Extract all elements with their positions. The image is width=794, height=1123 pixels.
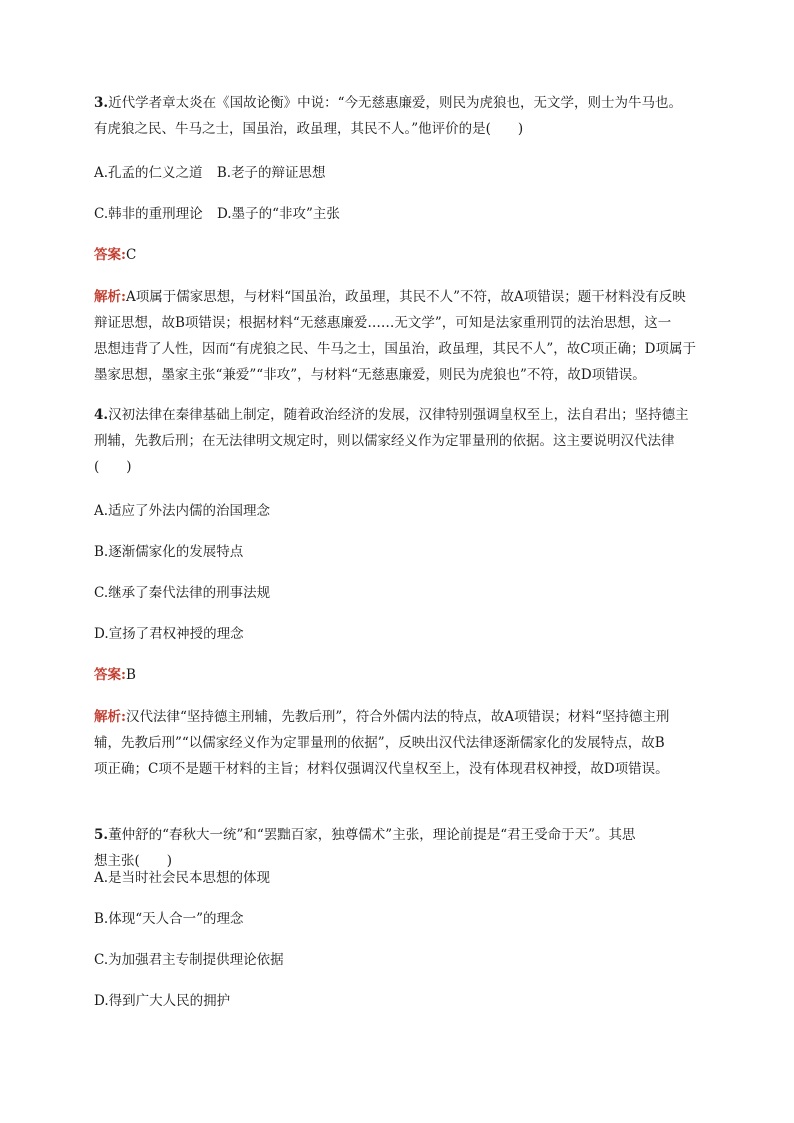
option-label: B.: [216, 165, 232, 181]
question-5-option-d: [94, 988, 704, 1014]
analysis-tag: 解析:: [94, 289, 126, 305]
option-label: B.: [94, 544, 109, 560]
stem-text: 汉初法律在秦律基础上制定，随着政治经济的发展，汉律特别强调皇权至上，法自君出；坚持德主: [108, 407, 689, 423]
question-number: 3.: [94, 95, 109, 111]
analysis-text: 项正确；C项不是题干材料的主旨；材料仅强调汉代皇权至上，没有体现君权神授，故D项错误。: [94, 761, 669, 777]
question-number: 4.: [94, 407, 109, 423]
question-5-option-b: [94, 906, 704, 932]
option-label: C.: [94, 952, 109, 968]
question-4-stem: [94, 402, 704, 480]
analysis-text: 思想违背了人性，因而“有虎狼之民、牛马之士，国虽治，政虽理，其民不人”，故C项正确；D项属于: [94, 341, 696, 357]
analysis-text: 汉代法律“坚持德主刑辅，先教后刑”，符合外儒内法的特点，故A项错误；材料“坚持德主刑: [125, 709, 670, 725]
stem-text: 有虎狼之民、牛马之士，国虽治，政虽理，其民不人。”他评价的是( ): [94, 121, 524, 137]
option-label: A.: [94, 870, 109, 886]
question-4-option-a: [94, 498, 704, 524]
question-4-option-b: [94, 539, 704, 565]
question-3-options-cd: [94, 201, 704, 227]
question-3-options-ab: [94, 160, 704, 186]
answer-value: B: [125, 667, 136, 683]
stem-text: 董仲舒的“春秋大一统”和“罢黜百家，独尊儒术”主张，理论前提是“君王受命于天”。其思: [108, 827, 636, 843]
answer-tag: 答案:: [94, 667, 126, 683]
question-4-option-c: [94, 580, 704, 606]
analysis-text: 墨家思想，墨家主张“兼爱”“非攻”，与材料“无慈惠廉爱，则民为虎狼也”不符，故D项错误。: [94, 367, 646, 383]
question-3-answer: [94, 242, 704, 268]
option-text: 墨子的“非攻”主张: [231, 206, 340, 222]
question-number: 5.: [94, 827, 109, 843]
option-text: 为加强君主专制提供理论依据: [108, 952, 284, 968]
option-text: 体现“天人合一”的理念: [108, 911, 244, 927]
stem-text: 刑辅，先教后刑；在无法律明文规定时，则以儒家经义作为定罪量刑的依据。这主要说明汉代法律: [94, 433, 675, 449]
option-text: 是当时社会民本思想的体现: [108, 870, 271, 886]
question-4-answer: [94, 662, 704, 688]
option-label: A.: [94, 165, 109, 181]
stem-text: ( ): [94, 459, 132, 475]
question-5-option-a: [94, 865, 704, 891]
stem-text: 想主张( ): [94, 853, 173, 869]
option-label: C.: [94, 206, 109, 222]
option-text: 老子的辩证思想: [231, 165, 326, 181]
question-3-analysis: [94, 284, 704, 388]
answer-tag: 答案:: [94, 247, 126, 263]
option-label: A.: [94, 503, 109, 519]
analysis-tag: 解析:: [94, 709, 126, 725]
question-3-stem: [94, 90, 704, 142]
option-text: 得到广大人民的拥护: [108, 993, 231, 1009]
option-text: 逐渐儒家化的发展特点: [108, 544, 244, 560]
answer-value: C: [125, 247, 137, 263]
analysis-text: 辅，先教后刑”“以儒家经义作为定罪量刑的依据”，反映出汉代法律逐渐儒家化的发展特点，故B: [94, 735, 665, 751]
analysis-text: 辩证思想，故B项错误；根据材料“无慈惠廉爱……无文学”，可知是法家重刑罚的法治思想，这一: [94, 315, 672, 331]
option-text: 宣扬了君权神授的理念: [108, 626, 244, 642]
stem-text: 近代学者章太炎在《国故论衡》中说：“今无慈惠廉爱，则民为虎狼也，无文学，则士为牛马也。: [108, 95, 682, 111]
option-label: D.: [94, 626, 109, 642]
option-label: D.: [94, 993, 109, 1009]
option-text: 韩非的重刑理论: [108, 206, 203, 222]
analysis-text: A项属于儒家思想，与材料“国虽治，政虽理，其民不人”不符，故A项错误；题干材料没有反映: [125, 289, 686, 305]
option-text: 孔孟的仁义之道: [108, 165, 203, 181]
option-text: 适应了外法内儒的治国理念: [108, 503, 271, 519]
option-label: D.: [216, 206, 232, 222]
option-label: C.: [94, 585, 109, 601]
question-4-option-d: [94, 621, 704, 647]
question-5-option-c: [94, 947, 704, 973]
question-4-analysis: [94, 704, 704, 782]
option-label: B.: [94, 911, 109, 927]
option-text: 继承了秦代法律的刑事法规: [108, 585, 271, 601]
